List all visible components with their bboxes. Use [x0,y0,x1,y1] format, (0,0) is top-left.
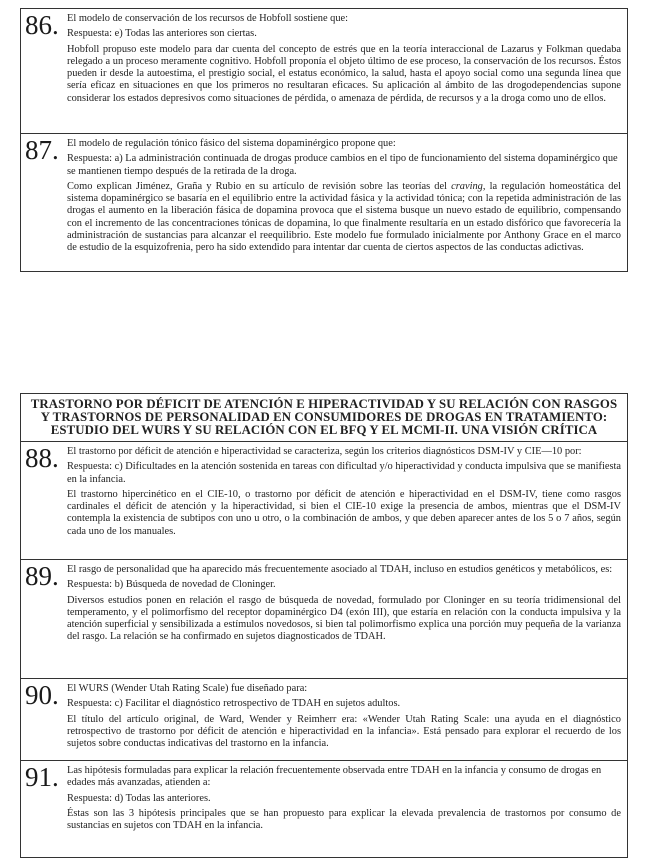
question-text: El WURS (Wender Utah Rating Scale) fue diseñado para: [67,683,308,694]
question-text: El modelo de regulación tónico fásico del sistema dopaminérgico propone que: [67,138,396,149]
question-text: El modelo de conservación de los recursos de Hobfoll sostiene que: [67,13,349,24]
answer-text: Respuesta: e) Todas las anteriores son ciertas. [67,28,257,40]
explanation-text: El trastorno hipercinético en el CIE-10, o trastorno por déficit de atención e hiperactividad en el DSM-IV, tiene como rasgos cardinales el déficit de atención y la hiperactividad, si bien el CIE-10 exige la presencia de ambos, mientras que el DSM-IV contempla la existencia de subtipos con uno u otro, o la combinación de ambos, y que deben aparecer antes de los 5 o 7 años, según cada uno de los manuales. [67,488,621,537]
question-text: Las hipótesis formuladas para explicar la relación frecuentemente observada entre TDAH en la infancia y consumo de drogas en edades más avanzadas, atienden a: [67,765,602,789]
answer-text: Respuesta: c) Facilitar el diagnóstico retrospectivo de TDAH en sujetos adultos. [67,698,401,710]
answer-text: Respuesta: c) Dificultades en la atención sostenida en tareas con dificultad y/o hiperactividad y conducta impulsiva que se manifiesta en la infancia. [67,461,621,485]
explanation-post: , la regulación homeostática del sistema dopaminérgico se basaría en el equilibrio entre la actividad fásica y la actividad tónica; con la repetida administración de las drogas el aumento en la liberación fásica de dopamina provoca que el sistema busque un nuevo estado de equilibrio, compensando con el incremento de las concentraciones tónicas de dopamina, lo que finalmente resultaría en un estado disfórico que favorecería la administración de sustancias para alcanzar el reequilibrio. Este modelo fue formulado inicialmente por Anthony Grace en el marco de estudio de la esquizofrenia, pero ha sido extendido para intentar dar cuenta de ciertos aspectos de las conductas adictivas. [67,180,621,254]
question-number: 87. [25,135,59,165]
qa-item-87 [21,134,627,271]
qa-item-86 [21,9,627,134]
qa-item-90 [21,679,627,761]
question-number: 91. [25,762,59,792]
explanation-text [67,181,621,255]
qa-item-89 [21,560,627,679]
question-text: El rasgo de personalidad que ha aparecido más frecuentemente asociado al TDAH, incluso en estudios genéticos y metabólicos, es: [67,564,613,575]
question-number: 90. [25,680,59,710]
question-number: 88. [25,443,59,473]
explanation-text: Éstas son las 3 hipótesis principales que se han propuesto para explicar la elevada prevalencia de trastornos por consumo de sustancias en sujetos con TDAH en la infancia. [67,807,621,832]
qa-item-91 [21,761,627,844]
explanation-pre: Como explican Jiménez, Graña y Rubio en su artículo de revisión sobre las teorías del [67,180,452,192]
explanation-text: El título del artículo original, de Ward, Wender y Reimherr era: «Wender Utah Rating Scale: una ayuda en el diagnóstico retrospectivo de trastorno por déficit de atención e hiperactividad en la infancia». Está pensado para explorar el recuerdo de los sujetos sobre conductas indicativas del trastorno en la infancia. [67,713,621,750]
qa-box-bottom [20,393,628,858]
qa-item-88 [21,442,627,560]
question-number: 89. [25,561,59,591]
explanation-text: Diversos estudios ponen en relación el rasgo de búsqueda de novedad, formulado por Cloninger en su teoría tridimensional del temperamento, y el polimorfismo del receptor dopaminérgico D4 (exón III), que estaría en relación con la conducta impulsiva y la atención superficial y sensibilizada a estímulos novedosos, si bien tal polimorfismo explica una porción muy pequeña de la varianza del rasgo. La relación se ha confirmado en sujetos diagnosticados de TDAH. [67,594,621,643]
explanation-text: Hobfoll propuso este modelo para dar cuenta del concepto de estrés que en la teoría interaccional de Lazarus y Folkman quedaba relegado a un proceso meramente cognitivo. Hobfoll proponía el objeto último de ese proceso, la conservación de los recursos. Éstos pueden ir desde la autoestima, el prestigio social, el estatus económico, la salud, hasta el apoyo social como una segunda línea que sería eficaz en situaciones en que los primeros no resultaran eficaces. Su aplicación al ámbito de las drogodependencias supone considerar los estados depresivos como situaciones de pérdida, o amenaza de pérdida, de recursos y a la droga como uno de ellos. [67,43,621,104]
answer-text: Respuesta: a) La administración continuada de drogas produce cambios en el tipo de funcionamiento del sistema dopaminérgico que se mantienen tiempo después de la retirada de la droga. [67,153,618,177]
qa-box-top [20,8,628,272]
section-title: TRASTORNO POR DÉFICIT DE ATENCIÓN E HIPERACTIVIDAD Y SU RELACIÓN CON RASGOS Y TRASTORNOS DE PERSONALIDAD EN CONSUMIDORES DE DROGAS EN TRATAMIENTO: ESTUDIO DEL WURS Y SU RELACIÓN CON EL BFQ Y EL MCMI-II. UNA VISIÓN CRÍTICA [21,394,627,442]
answer-text: Respuesta: d) Todas las anteriores. [67,792,211,804]
explanation-italic-term: craving [451,180,483,192]
question-number: 86. [25,10,59,40]
answer-text: Respuesta: b) Búsqueda de novedad de Cloninger. [67,579,276,591]
question-text: El trastorno por déficit de atención e hiperactividad se caracteriza, según los criterios diagnósticos DSM-IV y CIE—10 por: [67,446,582,457]
